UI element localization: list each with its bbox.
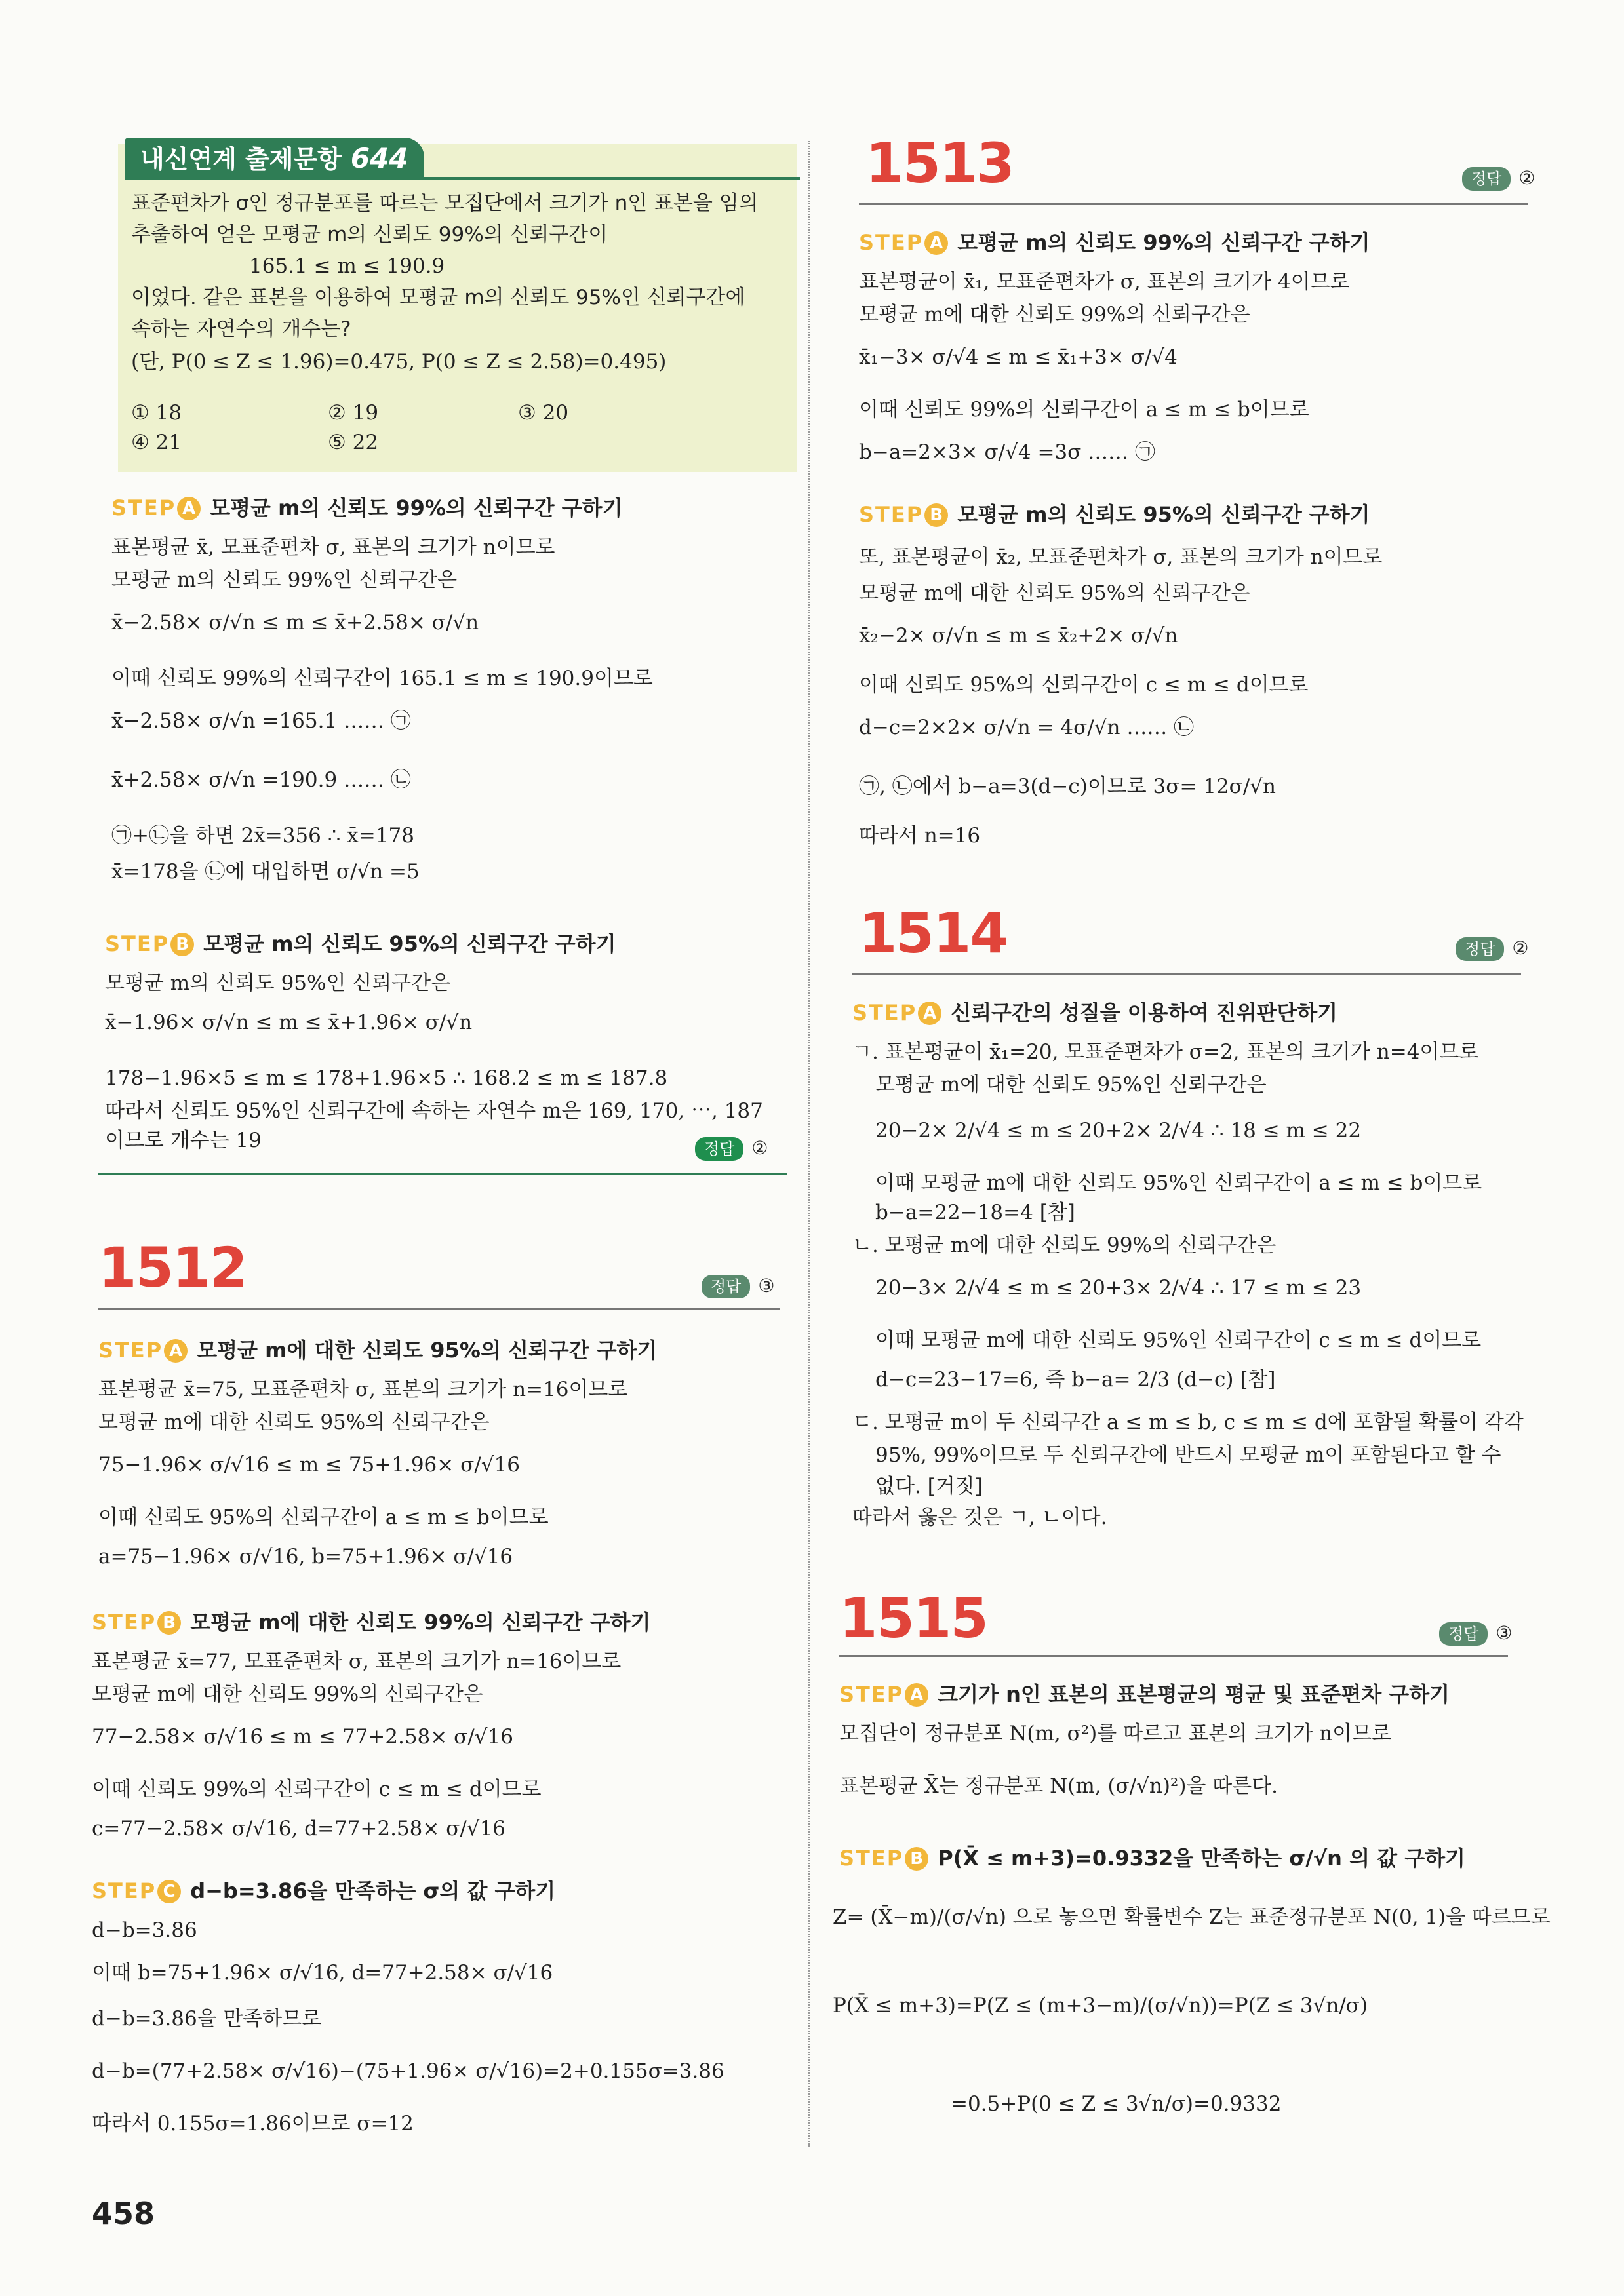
step-title: 모평균 m의 신뢰도 99%의 신뢰구간 구하기 bbox=[957, 230, 1370, 255]
solution-line: d−b=(77+2.58× σ/√16)−(75+1.96× σ/√16)=2+0.155σ=3.86 bbox=[92, 2059, 724, 2083]
callout-tag-label: 내신연계 출제문항 bbox=[140, 145, 342, 174]
step-title: 모평균 m의 신뢰도 99%의 신뢰구간 구하기 bbox=[210, 496, 623, 520]
callout-line: (단, P(0 ≤ Z ≤ 1.96)=0.475, P(0 ≤ Z ≤ 2.58)=0.495) bbox=[131, 350, 667, 374]
solution-line: b−a=22−18=4 [참] bbox=[875, 1201, 1075, 1224]
solution-line: c=77−2.58× σ/√16, d=77+2.58× σ/√16 bbox=[92, 1817, 506, 1840]
choice: ④ 21 bbox=[131, 431, 182, 454]
solution-line: 모평균 m에 대한 신뢰도 99%의 신뢰구간은 bbox=[92, 1683, 483, 1706]
solution-line: 이때 신뢰도 99%의 신뢰구간이 c ≤ m ≤ d이므로 bbox=[92, 1778, 542, 1801]
page-number: 458 bbox=[92, 2196, 155, 2231]
header-rule bbox=[98, 1308, 780, 1310]
solution-line: 모평균 m에 대한 신뢰도 95%의 신뢰구간은 bbox=[98, 1411, 490, 1434]
step-title: 신뢰구간의 성질을 이용하여 진위판단하기 bbox=[951, 1000, 1338, 1025]
step-badge: B bbox=[905, 1847, 928, 1871]
step-title: 모평균 m의 신뢰도 95%의 신뢰구간 구하기 bbox=[203, 931, 616, 956]
solution-line: 20−3× 2/√4 ≤ m ≤ 20+3× 2/√4 ∴ 17 ≤ m ≤ 23 bbox=[875, 1276, 1362, 1300]
solution-line: 없다. [거짓] bbox=[875, 1475, 983, 1498]
answer-mark bbox=[1462, 167, 1535, 191]
solution-line: 표본평균 x̄, 모표준편차 σ, 표본의 크기가 n이므로 bbox=[111, 535, 555, 559]
choice: ⑤ 22 bbox=[328, 431, 379, 454]
solution-line: 178−1.96×5 ≤ m ≤ 178+1.96×5 ∴ 168.2 ≤ m ≤ 187.8 bbox=[105, 1066, 668, 1090]
step-label: STEP bbox=[859, 502, 924, 527]
solution-line: 모평균 m의 신뢰도 99%인 신뢰구간은 bbox=[111, 568, 458, 592]
step-badge: B bbox=[157, 1611, 181, 1635]
step-badge: A bbox=[177, 497, 201, 520]
solution-line: x̄−2.58× σ/√n ≤ m ≤ x̄+2.58× σ/√n bbox=[111, 611, 479, 634]
solution-line: 또, 표본평균이 x̄₂, 모표준편차가 σ, 표본의 크기가 n이므로 bbox=[859, 545, 1383, 569]
solution-line: 모평균 m의 신뢰도 95%인 신뢰구간은 bbox=[105, 971, 451, 995]
callout-number: 644 bbox=[350, 142, 408, 174]
answer-mark bbox=[1439, 1622, 1512, 1646]
solution-line: 표본평균 x̄=75, 모표준편차 σ, 표본의 크기가 n=16이므로 bbox=[98, 1378, 628, 1401]
step-badge: B bbox=[170, 933, 194, 956]
solution-line: x̄=178을 ㉡에 대입하면 σ/√n =5 bbox=[111, 860, 420, 884]
step-title: 모평균 m에 대한 신뢰도 95%의 신뢰구간 구하기 bbox=[197, 1338, 658, 1363]
solution-line: ㉠+㉡을 하면 2x̄=356 ∴ x̄=178 bbox=[111, 824, 414, 847]
step-a-heading bbox=[98, 1334, 657, 1364]
solution-line: 이때 모평균 m에 대한 신뢰도 95%인 신뢰구간이 c ≤ m ≤ d이므로 bbox=[875, 1329, 1482, 1352]
solution-line: b−a=2×3× σ/√4 =3σ …… ㉠ bbox=[859, 440, 1156, 464]
step-badge: A bbox=[918, 1002, 941, 1025]
step-a-heading bbox=[111, 492, 623, 522]
step-title: 크기가 n인 표본의 표본평균의 평균 및 표준편차 구하기 bbox=[938, 1682, 1450, 1707]
problem-number: 1512 bbox=[98, 1236, 247, 1300]
solution-line: 이때 신뢰도 95%의 신뢰구간이 a ≤ m ≤ b이므로 bbox=[98, 1506, 549, 1529]
problem-number: 1513 bbox=[865, 131, 1014, 195]
choice: ② 19 bbox=[328, 401, 379, 425]
problem-number: 1515 bbox=[839, 1586, 987, 1650]
callout-line: 이었다. 같은 표본을 이용하여 모평균 m의 신뢰도 95%인 신뢰구간에 bbox=[131, 286, 745, 309]
header-rule bbox=[839, 1655, 1508, 1657]
step-label: STEP bbox=[92, 1878, 157, 1903]
answer-value: ② bbox=[1518, 167, 1535, 189]
solution-line: P(X̄ ≤ m+3)=P(Z ≤ (m+3−m)/(σ/√n))=P(Z ≤ 3√n/σ) bbox=[833, 1994, 1368, 2017]
solution-line: ㄱ. 표본평균이 x̄₁=20, 모표준편차가 σ=2, 표본의 크기가 n=4이므로 bbox=[852, 1040, 1479, 1064]
solution-line: x̄−2.58× σ/√n =165.1 …… ㉠ bbox=[111, 709, 411, 733]
answer-label: 정답 bbox=[1456, 937, 1504, 961]
solution-line: 이때 신뢰도 99%의 신뢰구간이 165.1 ≤ m ≤ 190.9이므로 bbox=[111, 667, 653, 690]
callout-line: 표준편차가 σ인 정규분포를 따르는 모집단에서 크기가 n인 표본을 임의 bbox=[131, 191, 759, 215]
step-a-heading bbox=[852, 996, 1337, 1026]
step-b-heading bbox=[839, 1842, 1465, 1872]
left-column bbox=[92, 0, 787, 2296]
step-label: STEP bbox=[105, 931, 170, 956]
answer-mark bbox=[1456, 937, 1528, 961]
step-label: STEP bbox=[92, 1610, 157, 1635]
solution-line: 이므로 개수는 19 bbox=[105, 1129, 262, 1152]
solution-line: x̄−1.96× σ/√n ≤ m ≤ x̄+1.96× σ/√n bbox=[105, 1011, 473, 1034]
right-column bbox=[833, 0, 1551, 2296]
answer-value: ③ bbox=[1495, 1622, 1513, 1644]
solution-line: =0.5+P(0 ≤ Z ≤ 3√n/σ)=0.9332 bbox=[951, 2092, 1282, 2116]
callout-line: 추출하여 얻은 모평균 m의 신뢰도 99%의 신뢰구간이 bbox=[131, 223, 608, 246]
answer-mark bbox=[702, 1275, 774, 1298]
step-label: STEP bbox=[98, 1338, 163, 1363]
solution-line: 따라서 신뢰도 95%인 신뢰구간에 속하는 자연수 m은 169, 170, ⋯, 187 bbox=[105, 1099, 763, 1123]
solution-line: 이때 신뢰도 99%의 신뢰구간이 a ≤ m ≤ b이므로 bbox=[859, 398, 1309, 421]
callout-tag bbox=[125, 138, 424, 180]
step-label: STEP bbox=[859, 230, 924, 255]
answer-label: 정답 bbox=[1462, 167, 1511, 191]
step-label: STEP bbox=[839, 1846, 904, 1871]
solution-line: 표본평균 x̄=77, 모표준편차 σ, 표본의 크기가 n=16이므로 bbox=[92, 1650, 622, 1673]
solution-line: d−c=2×2× σ/√n = 4σ/√n …… ㉡ bbox=[859, 716, 1195, 739]
step-badge: A bbox=[924, 231, 948, 255]
solution-line: x̄+2.58× σ/√n =190.9 …… ㉡ bbox=[111, 768, 411, 792]
step-b-heading bbox=[92, 1606, 650, 1636]
step-label: STEP bbox=[852, 1000, 917, 1025]
step-title: 모평균 m의 신뢰도 95%의 신뢰구간 구하기 bbox=[957, 502, 1370, 527]
solution-line: 모집단이 정규분포 N(m, σ²)를 따르고 표본의 크기가 n이므로 bbox=[839, 1722, 1391, 1745]
solution-line: 표본평균 X̄는 정규분포 N(m, (σ/√n)²)을 따른다. bbox=[839, 1774, 1278, 1798]
column-divider bbox=[808, 141, 810, 2147]
step-title: 모평균 m에 대한 신뢰도 99%의 신뢰구간 구하기 bbox=[190, 1610, 651, 1635]
header-rule bbox=[859, 203, 1528, 205]
solution-line: 모평균 m에 대한 신뢰도 99%의 신뢰구간은 bbox=[859, 303, 1250, 326]
step-label: STEP bbox=[111, 496, 176, 520]
solution-line: 이때 신뢰도 95%의 신뢰구간이 c ≤ m ≤ d이므로 bbox=[859, 673, 1309, 697]
step-c-heading bbox=[92, 1875, 555, 1905]
solution-line: d−c=23−17=6, 즉 b−a= 2/3 (d−c) [참] bbox=[875, 1368, 1276, 1391]
solution-line: 따라서 n=16 bbox=[859, 824, 981, 847]
solution-line: ㉠, ㉡에서 b−a=3(d−c)이므로 3σ= 12σ/√n bbox=[859, 775, 1276, 798]
choice: ① 18 bbox=[131, 401, 182, 425]
solution-line: ㄷ. 모평균 m이 두 신뢰구간 a ≤ m ≤ b, c ≤ m ≤ d에 포함될 확률이 각각 bbox=[852, 1411, 1524, 1434]
step-title: d−b=3.86을 만족하는 σ의 값 구하기 bbox=[190, 1878, 556, 1903]
solution-line: 95%, 99%이므로 두 신뢰구간에 반드시 모평균 m이 포함된다고 할 수 bbox=[875, 1443, 1501, 1467]
answer-value: ② bbox=[751, 1137, 768, 1159]
step-badge: A bbox=[905, 1683, 928, 1707]
problem-number: 1514 bbox=[859, 901, 1007, 965]
answer-label: 정답 bbox=[695, 1137, 743, 1161]
solution-line: 따라서 0.155σ=1.86이므로 σ=12 bbox=[92, 2112, 414, 2135]
solution-line: Z= (X̄−m)/(σ/√n) 으로 놓으면 확률변수 Z는 표준정규분포 N(0, 1)을 따르므로 bbox=[833, 1905, 1551, 1929]
section-divider bbox=[98, 1173, 787, 1175]
solution-line: ㄴ. 모평균 m에 대한 신뢰도 99%의 신뢰구간은 bbox=[852, 1234, 1277, 1257]
solution-line: 모평균 m에 대한 신뢰도 95%의 신뢰구간은 bbox=[859, 581, 1250, 605]
solution-line: 75−1.96× σ/√16 ≤ m ≤ 75+1.96× σ/√16 bbox=[98, 1453, 520, 1477]
solution-line: 20−2× 2/√4 ≤ m ≤ 20+2× 2/√4 ∴ 18 ≤ m ≤ 22 bbox=[875, 1119, 1362, 1142]
solution-line: x̄₁−3× σ/√4 ≤ m ≤ x̄₁+3× σ/√4 bbox=[859, 345, 1178, 369]
solution-line: 이때 모평균 m에 대한 신뢰도 95%인 신뢰구간이 a ≤ m ≤ b이므로 bbox=[875, 1171, 1482, 1195]
step-a-heading bbox=[859, 226, 1370, 256]
header-rule bbox=[852, 973, 1521, 975]
step-badge: B bbox=[924, 503, 948, 527]
step-badge: A bbox=[164, 1339, 188, 1363]
step-b-heading bbox=[859, 498, 1370, 528]
solution-line: 따라서 옳은 것은 ㄱ, ㄴ이다. bbox=[852, 1506, 1107, 1529]
callout-line: 속하는 자연수의 개수는? bbox=[131, 317, 351, 341]
solution-line: d−b=3.86을 만족하므로 bbox=[92, 2007, 322, 2031]
solution-line: 모평균 m에 대한 신뢰도 95%인 신뢰구간은 bbox=[875, 1073, 1267, 1097]
solution-line: x̄₂−2× σ/√n ≤ m ≤ x̄₂+2× σ/√n bbox=[859, 624, 1178, 648]
answer-value: ③ bbox=[758, 1275, 775, 1296]
solution-line: d−b=3.86 bbox=[92, 1918, 197, 1942]
step-badge: C bbox=[157, 1880, 181, 1903]
solution-line: 표본평균이 x̄₁, 모표준편차가 σ, 표본의 크기가 4이므로 bbox=[859, 270, 1350, 294]
step-b-heading bbox=[105, 927, 616, 958]
step-title: P(X̄ ≤ m+3)=0.9332을 만족하는 σ/√n 의 값 구하기 bbox=[938, 1846, 1465, 1871]
answer-mark bbox=[695, 1137, 768, 1161]
answer-label: 정답 bbox=[702, 1275, 750, 1298]
step-a-heading bbox=[839, 1678, 1450, 1708]
solution-line: 이때 b=75+1.96× σ/√16, d=77+2.58× σ/√16 bbox=[92, 1961, 553, 1985]
solution-line: 77−2.58× σ/√16 ≤ m ≤ 77+2.58× σ/√16 bbox=[92, 1725, 513, 1749]
answer-label: 정답 bbox=[1439, 1622, 1488, 1646]
solution-line: a=75−1.96× σ/√16, b=75+1.96× σ/√16 bbox=[98, 1545, 513, 1568]
callout-line: 165.1 ≤ m ≤ 190.9 bbox=[249, 254, 445, 278]
choice: ③ 20 bbox=[518, 401, 569, 425]
answer-value: ② bbox=[1512, 937, 1529, 959]
step-label: STEP bbox=[839, 1682, 904, 1707]
